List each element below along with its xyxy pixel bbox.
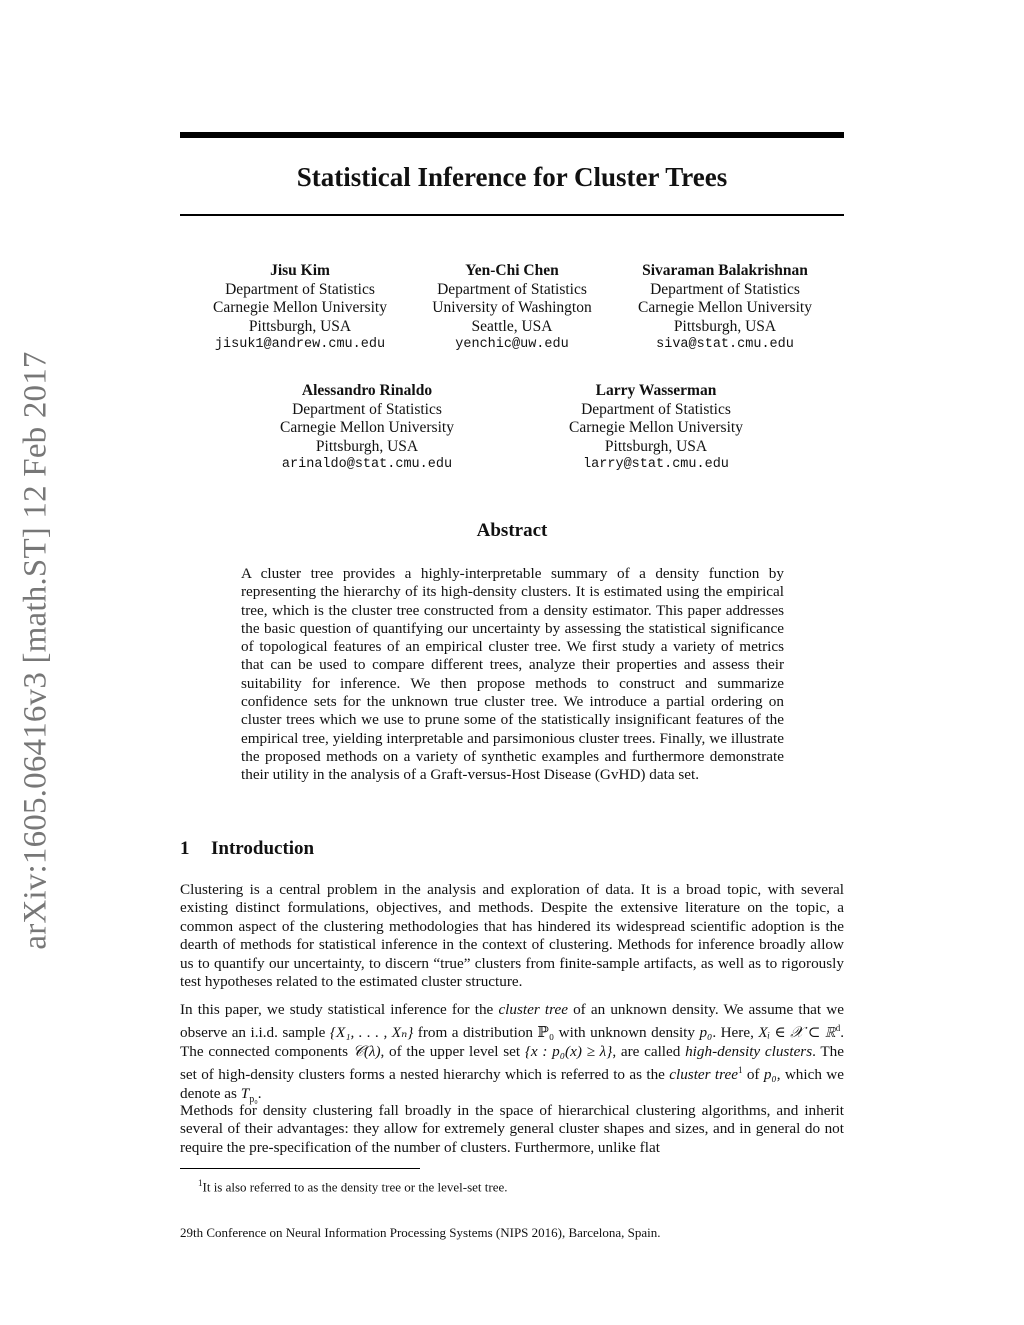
text-run: In this paper, we study statistical inference for the <box>180 1001 499 1018</box>
author-affiliation: University of Washington <box>432 299 592 316</box>
arxiv-stamp <box>6 340 66 960</box>
math-expression: {X₁, . . . , Xₙ} <box>329 1024 414 1042</box>
math-expression: Xᵢ ∈ 𝒳 ⊂ ℝ <box>758 1024 836 1042</box>
text-run: . The connected components <box>180 1024 844 1060</box>
author-affiliation: Carnegie Mellon University <box>569 419 743 436</box>
section-heading <box>180 838 314 860</box>
math-subscript: p₀ <box>249 1093 258 1105</box>
text-run: of <box>742 1066 764 1084</box>
math-expression: T <box>240 1084 250 1102</box>
title-bottom-rule <box>180 214 844 216</box>
emphasis: cluster tree <box>669 1066 738 1084</box>
author-affiliation: Carnegie Mellon University <box>213 299 387 316</box>
text-run: . The set of high-density clusters forms a nested hierarchy which is referred to as the <box>180 1042 844 1084</box>
text-run: . <box>257 1084 262 1102</box>
author-location: Pittsburgh, USA <box>673 317 777 335</box>
author-name: Sivaraman Balakrishnan <box>642 262 808 279</box>
intro-paragraph-2 <box>180 1001 844 1109</box>
author-block <box>180 262 420 355</box>
text-run: , which we denote as <box>180 1066 845 1102</box>
text-run: , of the upper level set <box>380 1042 525 1060</box>
author-location: Seattle, USA <box>471 317 553 335</box>
math-expression: p₀ <box>699 1024 713 1042</box>
author-affiliation: Carnegie Mellon University <box>280 419 454 436</box>
text-run: , are called <box>612 1042 686 1060</box>
section-title: Introduction <box>211 838 315 859</box>
abstract-heading: Abstract <box>476 520 548 541</box>
abstract-text: A cluster tree provides a highly-interpretable summary of a density function by representing the hierarchy of its high-density clusters. It is estimated using the empirical tree, which is the cluster tree constructed from a density estimator. This paper addresses the basic question of quantifying our uncertainty by assessing the statistical significance of topological features of an empirical cluster tree. We first study a variety of metrics that can be used to compare different trees, analyze their properties and assess their suitability for inference. We then propose methods to construct and summarize confidence sets for the unknown true cluster tree. We introduce a partial ordering on cluster trees which we use to prune some of the statistically insignificant features of the empirical tree, yielding interpretable and parsimonious cluster trees. Finally, we illustrate the proposed methods on a variety of synthetic examples and furthermore demonstrate their utility in the analysis of a Graft-versus-Host Disease (GvHD) data set. <box>241 565 784 784</box>
author-location: Pittsburgh, USA <box>604 437 708 455</box>
author-dept: Department of Statistics <box>225 280 375 298</box>
author-dept: Department of Statistics <box>581 400 731 418</box>
text-run: . Here, <box>712 1024 759 1042</box>
math-expression: ℙ₀ <box>537 1024 555 1042</box>
footnote <box>198 1175 838 1195</box>
text-run: from a distribution <box>413 1024 538 1042</box>
author-name: Alessandro Rinaldo <box>301 382 433 399</box>
paper-title: Statistical Inference for Cluster Trees <box>296 162 728 192</box>
footnote-marker[interactable]: 1 <box>737 1065 743 1076</box>
footnote-text: It is also referred to as the density tree or the level-set tree. <box>202 1179 508 1195</box>
emphasis: cluster tree <box>498 1001 568 1018</box>
author-block <box>247 382 487 475</box>
text-run: with unknown density <box>554 1024 700 1042</box>
math-expression: 𝒞(λ) <box>352 1042 381 1060</box>
author-email[interactable]: yenchic@uw.edu <box>455 337 569 352</box>
intro-paragraph-1: Clustering is a central problem in the analysis and exploration of data. It is a broad topic, with several existing distinct formulations, objectives, and methods. Despite the extensive literature on the topic, a common aspect of the clustering methodologies that has hindered its widespread scientific adoption is the dearth of methods for statistical inference in the context of clustering. Methods for inference broadly allow us to quantify our uncertainty, to discern “true” clusters from finite-sample artifacts, as well as to rigorously test hypotheses related to the estimated cluster structure. <box>180 881 844 991</box>
author-affiliation: Carnegie Mellon University <box>638 299 812 316</box>
math-expression: {x : p₀(x) ≥ λ} <box>524 1042 613 1060</box>
text-run: of an unknown density. We assume that we observe an i.i.d. sample <box>180 1001 844 1042</box>
section-number: 1 <box>180 838 190 859</box>
title-top-rule <box>180 132 844 138</box>
author-name: Larry Wasserman <box>595 382 717 399</box>
author-location: Pittsburgh, USA <box>248 317 352 335</box>
math-superscript: d <box>835 1023 841 1034</box>
author-dept: Department of Statistics <box>650 280 800 298</box>
author-location: Pittsburgh, USA <box>315 437 419 455</box>
footnote-number: 1 <box>198 1178 203 1188</box>
footnote-rule <box>180 1168 420 1169</box>
conference-venue: 29th Conference on Neural Information Processing Systems (NIPS 2016), Barcelona, Spain. <box>180 1225 661 1240</box>
author-name: Yen-Chi Chen <box>465 262 559 279</box>
arxiv-identifier: arXiv:1605.06416v3 [math.ST] 12 Feb 2017 <box>17 350 54 950</box>
emphasis: high-density clusters <box>685 1042 813 1060</box>
author-dept: Department of Statistics <box>292 400 442 418</box>
author-block <box>392 262 632 355</box>
author-block <box>536 382 776 475</box>
author-email[interactable]: larry@stat.cmu.edu <box>583 457 729 472</box>
author-dept: Department of Statistics <box>437 280 587 298</box>
intro-paragraph-3: Methods for density clustering fall broadly in the space of hierarchical clustering algorithms, and inherit several of their advantages: they allow for extremely general cluster shapes and sizes, and in general do not require the pre-specification of the number of clusters. Furthermore, unlike flat <box>180 1102 844 1156</box>
math-expression: p₀ <box>763 1066 777 1084</box>
author-name: Jisu Kim <box>270 262 330 279</box>
author-email[interactable]: siva@stat.cmu.edu <box>656 337 794 352</box>
author-email[interactable]: jisuk1@andrew.cmu.edu <box>214 337 386 352</box>
author-block <box>605 262 845 355</box>
author-email[interactable]: arinaldo@stat.cmu.edu <box>281 457 453 472</box>
